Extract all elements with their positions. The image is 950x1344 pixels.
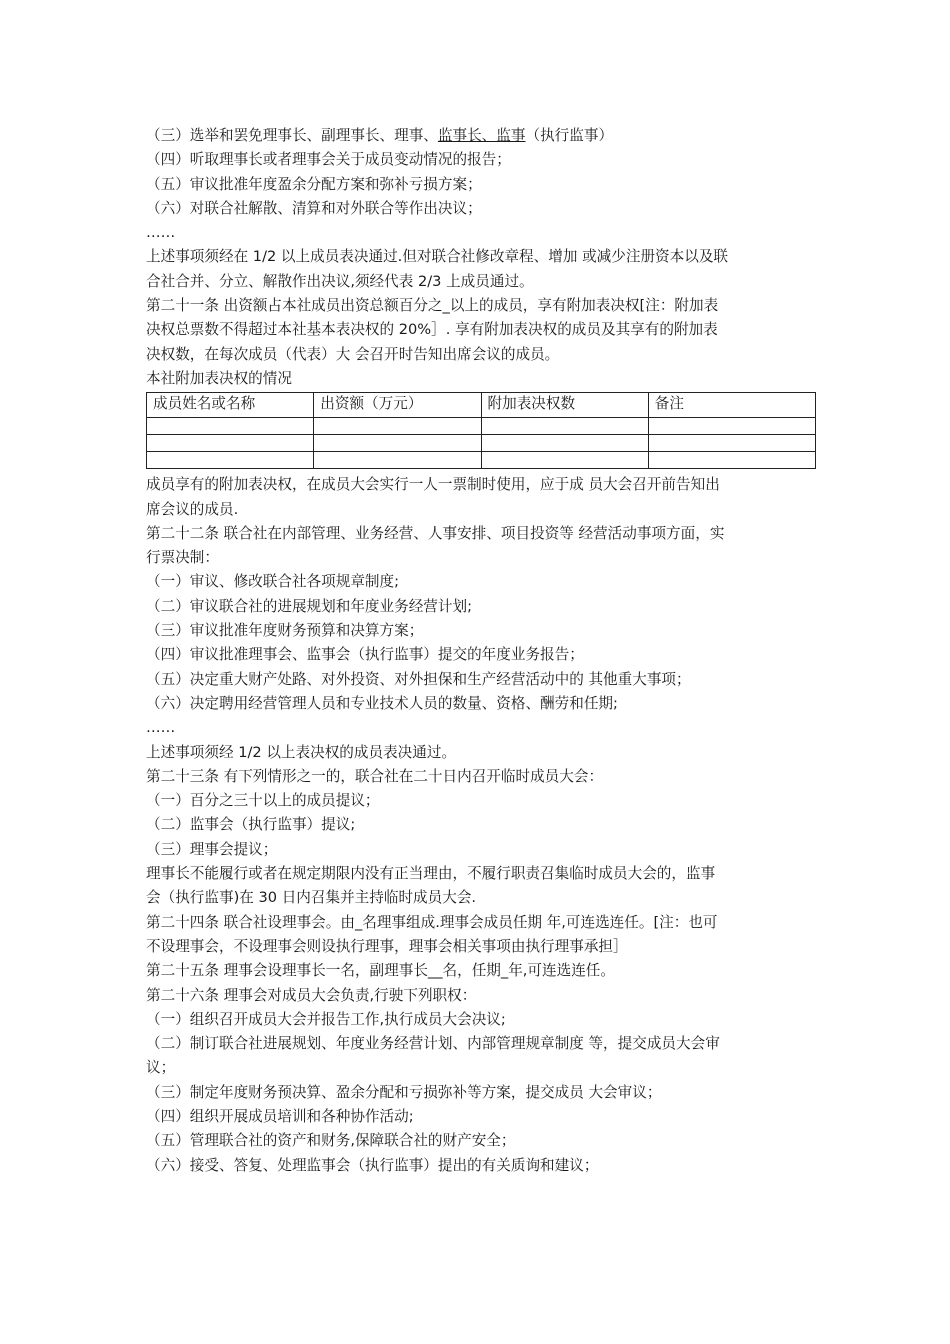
table-cell [147,452,314,469]
document-page [146,124,816,1178]
article-21: 第二十一条 出资额占本社成员出资总额百分之_以上的成员，享有附加表决权[注：附加表 [146,297,719,315]
list-item: （三）审议批准年度财务预算和决算方案； [146,622,424,640]
text-line: 成员享有的附加表决权，在成员大会实行一人一票制时使用，应于成 员大会召开前告知出 [146,476,720,494]
table-cell [481,435,648,452]
text-span: （三）选举和罢免理事长、副理事长、理事、 [146,127,438,144]
table-row [147,452,816,469]
table-cell [314,435,481,452]
list-item: （五）管理联合社的资产和财务,保障联合社的财产安全； [146,1132,516,1150]
table-cell [314,418,481,435]
text-line: 理事长不能履行或者在规定期限内没有正当理由，不履行职责召集临时成员大会的，监事 [146,865,716,883]
text-span: （执行监事） [525,127,614,144]
article-23: 第二十三条 有下列情形之一的，联合社在二十日内召开临时成员大会： [146,767,604,785]
ellipsis-line: …… [146,719,176,737]
list-item: （一）百分之三十以上的成员提议； [146,792,380,810]
table-header-row [147,393,816,418]
text-line: （五）审议批准年度盈余分配方案和弥补亏损方案； [146,175,482,193]
table-header-cell: 成员姓名或名称 [147,393,314,418]
table-caption: 本社附加表决权的情况 [146,369,292,387]
list-item: （二）审议联合社的进展规划和年度业务经营计划; [146,597,472,615]
table-cell [481,452,648,469]
text-line: 会（执行监事)在 30 日内召集并主持临时成员大会. [146,889,477,907]
additional-votes-table [146,392,816,469]
table-row [147,435,816,452]
table-header-cell: 出资额（万元） [314,393,481,418]
text-line: 上述事项须经 1/2 以上表决权的成员表决通过。 [146,743,457,761]
list-item: （一）组织召开成员大会并报告工作,执行成员大会决议; [146,1010,506,1028]
table-cell [648,452,815,469]
text-line: （四）听取理事长或者理事会关于成员变动情况的报告； [146,151,511,169]
table-header-cell: 备注 [648,393,815,418]
list-item: （六）接受、答复、处理监事会（执行监事）提出的有关质询和建议； [146,1156,599,1174]
table-cell [147,418,314,435]
list-item: （一）审议、修改联合社各项规章制度; [146,573,400,591]
list-item: （三）理事会提议； [146,840,278,858]
table-header-cell: 附加表决权数 [481,393,648,418]
text-line [146,124,816,148]
article-22: 第二十二条 联合社在内部管理、业务经营、人事安排、项目投资等 经营活动事项方面，实 [146,524,725,542]
ellipsis-line: …… [146,224,176,242]
text-line: （六）对联合社解散、清算和对外联合等作出决议； [146,199,482,217]
list-item: （四）组织开展成员培训和各种协作活动; [146,1107,414,1125]
list-item: （二）制订联合社进展规划、年度业务经营计划、内部管理规章制度 等，提交成员大会审 [146,1035,720,1053]
table-cell [648,418,815,435]
underlined-text: 监事长、监事 [437,127,526,144]
text-line: 席会议的成员. [146,500,239,518]
table-row [147,418,816,435]
text-line: 不设理事会，不设理事会则设执行理事，理事会相关事项由执行理事承担］ [146,937,628,955]
list-item: （二）监事会（执行监事）提议; [146,816,356,834]
text-line: 决权总票数不得超过本社基本表决权的 20%］. 享有附加表决权的成员及其享有的附加表 [146,321,718,339]
list-item: （五）决定重大财产处路、对外投资、对外担保和生产经营活动中的 其他重大事项； [146,670,691,688]
article-26: 第二十六条 理事会对成员大会负责,行驶下列职权： [146,986,477,1004]
text-line: 合社合并、分立、解散作出决议,须经代表 2/3 上成员通过。 [146,272,534,290]
text-line: 行票决制： [146,549,219,567]
table-cell [147,435,314,452]
table-cell [481,418,648,435]
article-24: 第二十四条 联合社设理事会。由_名理事组成.理事会成员任期 年,可连选连任。[注：也可 [146,913,718,931]
text-line: 议； [146,1059,176,1077]
text-line: 决权数，在每次成员（代表）大 会召开时告知出席会议的成员。 [146,345,560,363]
text-line: 上述事项须经在 1/2 以上成员表决通过.但对联合社修改章程、增加 或减少注册资本以及联 [146,248,729,266]
list-item: （三）制定年度财务预决算、盈余分配和亏损弥补等方案，提交成员 大会审议； [146,1083,662,1101]
table-cell [648,435,815,452]
article-25: 第二十五条 理事会设理事长一名，副理事长__名，任期_年,可连选连任。 [146,962,615,980]
list-item: （四）审议批准理事会、监事会（执行监事）提交的年度业务报告； [146,646,584,664]
list-item: （六）决定聘用经营管理人员和专业技术人员的数量、资格、酬劳和任期; [146,694,618,712]
table-cell [314,452,481,469]
